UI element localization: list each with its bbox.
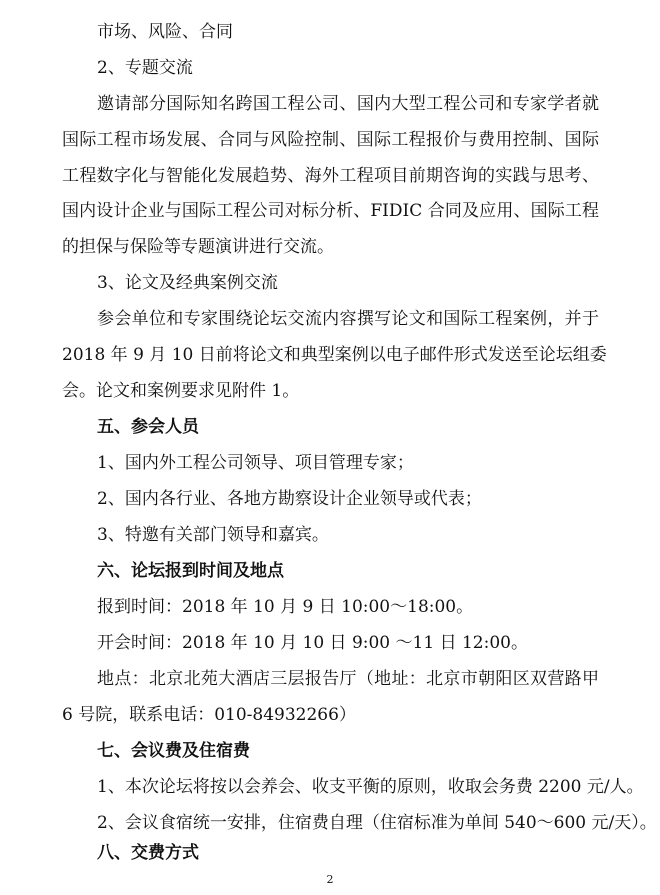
list-item: 3、特邀有关部门领导和嘉宾。	[97, 525, 329, 545]
section-heading: 七、会议费及住宿费	[97, 741, 250, 761]
text-line: 工程数字化与智能化发展趋势、海外工程项目前期咨询的实践与思考、	[62, 166, 599, 186]
page-number: 2	[326, 873, 334, 886]
subheading: 3、论文及经典案例交流	[97, 273, 278, 293]
section-heading: 八、交费方式	[97, 843, 199, 863]
text-line: 邀请部分国际知名跨国工程公司、国内大型工程公司和专家学者就	[97, 94, 599, 114]
text-line: 开会时间：2018 年 10 月 10 日 9:00 ～11 日 12:00。	[97, 633, 528, 653]
text-line: 6 号院，联系电话：010-84932266）	[62, 705, 356, 725]
text-line: 国内设计企业与国际工程公司对标分析、FIDIC 合同及应用、国际工程	[62, 201, 599, 221]
text-line: 会。论文和案例要求见附件 1。	[62, 381, 300, 401]
list-item: 1、国内外工程公司领导、项目管理专家；	[97, 453, 414, 473]
text-line: 市场、风险、合同	[97, 22, 233, 42]
list-item: 2、国内各行业、各地方勘察设计企业领导或代表；	[97, 489, 482, 509]
section-heading: 五、参会人员	[97, 417, 199, 437]
text-line: 的担保与保险等专题演讲进行交流。	[62, 237, 334, 257]
subheading: 2、专题交流	[97, 58, 193, 78]
text-line: 国际工程市场发展、合同与风险控制、国际工程报价与费用控制、国际	[62, 130, 599, 150]
list-item: 1、本次论坛将按以会养会、收支平衡的原则，收取会务费 2200 元/人。	[97, 777, 644, 797]
text-line: 2018 年 9 月 10 日前将论文和典型案例以电子邮件形式发送至论坛组委	[62, 345, 607, 365]
text-line: 报到时间：2018 年 10 月 9 日 10:00～18:00。	[97, 597, 474, 617]
section-heading: 六、论坛报到时间及地点	[97, 561, 284, 581]
text-line: 地点：北京北苑大酒店三层报告厅（地址：北京市朝阳区双营路甲	[97, 669, 599, 689]
text-line: 参会单位和专家围绕论坛交流内容撰写论文和国际工程案例，并于	[97, 309, 599, 329]
list-item: 2、会议食宿统一安排，住宿费自理（住宿标准为单间 540～600 元/天）。	[97, 813, 657, 833]
